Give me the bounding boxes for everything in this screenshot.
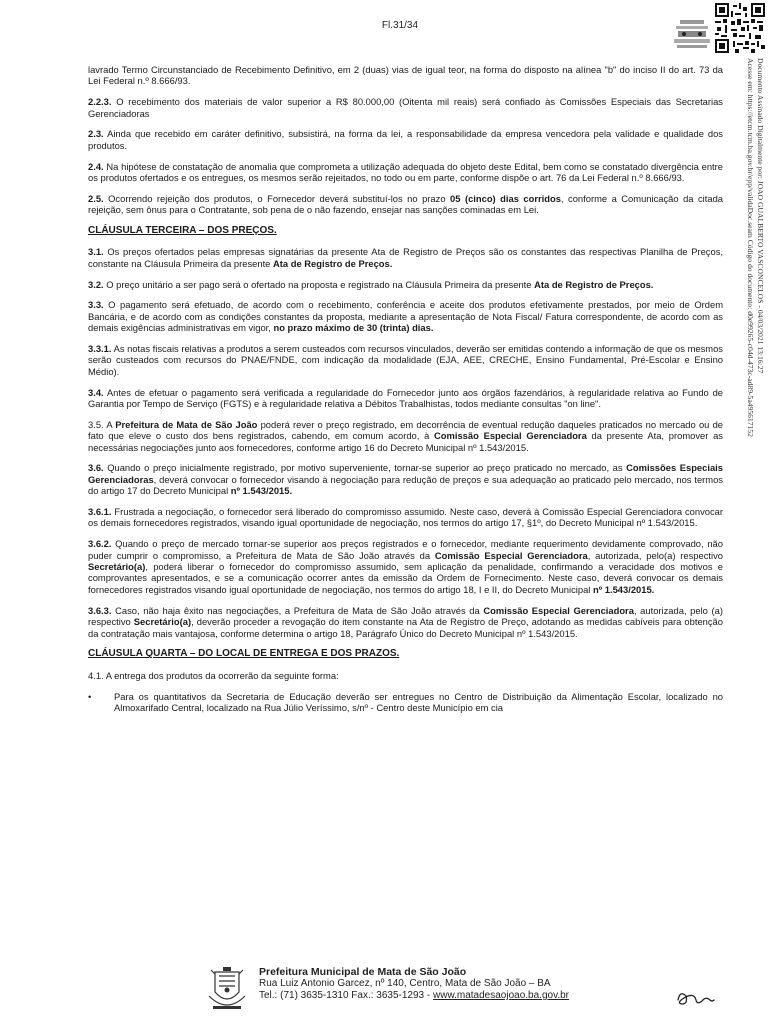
paragraph-text: O pagamento será efetuado, de acordo com o recebimento, conferência e aceite dos produtos efetivamente prestados, por meio de Ordem Bancária, e de acordo com as condições constantes da proposta, mediante a apresentação de Nota Fiscal/ Fatura correspondente, de acordo com as demais exigências administrativas em vigor, <box>88 299 723 334</box>
clause-3-heading: CLÁUSULA TERCEIRA – DOS PREÇOS. <box>88 225 277 237</box>
paragraph-text: Ainda que recebido em caráter definitivo, subsistirá, na forma da lei, a responsabilidade da empresa vencedora pela validade e qualidade dos produtos. <box>88 128 723 151</box>
paragraph-number: 2.2.3. <box>88 96 112 108</box>
paragraph-bold-text: Prefeitura de Mata de São João <box>115 418 258 430</box>
paragraph-bold-text: Comissão Especial Gerenciadora <box>434 549 588 561</box>
paragraph-bold-text: Ata de Registro de Preços. <box>273 257 393 269</box>
paragraph-bold-text: Secretário(a) <box>88 561 146 573</box>
clause-4-heading: CLÁUSULA QUARTA – DO LOCAL DE ENTREGA E DOS PRAZOS. <box>88 648 400 660</box>
paragraph-2-2-continuation: lavrado Termo Circunstanciado de Recebimento Definitivo, em 2 (duas) vias de igual teor, na forma do disposto na alínea "b" do inciso II do art. 73 da Lei Federal n.º 8.666/93. <box>88 64 723 87</box>
paragraph-text: A <box>103 418 116 430</box>
municipal-coat-of-arms-icon <box>205 966 249 1014</box>
paragraph-text: As notas fiscais relativas a produtos a serem custeados com recursos vinculados, deverão ser emitidas contendo a informação de que os mesmos serão custeados com recursos do PNAE/FNDE, com indicação da modalidade (EJA, AEE, CRECHE, Ensino Fundamental, Pré-Escolar e Ensino Médio). <box>88 343 723 377</box>
paragraph-text: , conforme a Comunicação da citada rejeição, sem ônus para o Contratante, sob pena de o não fazendo, ensejar nas sanções cominadas em Lei. <box>88 192 724 216</box>
paragraph-number: 3.3. <box>88 299 104 311</box>
paragraph-3-5 <box>88 419 723 453</box>
paragraph-2-3 <box>88 128 723 151</box>
paragraph-text: Frustrada a negociação, o fornecedor será liberado do compromisso assumido. Neste caso, deverá à Comissão Especial Gerenciadora convocar os demais fornecedores registrados, visando igual oportunidade de negociação, nos termos do artigo 17, §1º, do Decreto Municipal nº 1.543/2015. <box>88 506 723 529</box>
footer-text <box>259 966 569 1002</box>
bullet-point-icon: • <box>88 690 92 702</box>
paragraph-number: 3.3.1. <box>88 343 112 355</box>
footer-title: Prefeitura Municipal de Mata de São João <box>259 966 467 978</box>
footer-phone: Tel.: (71) 3635-1310 Fax.: 3635-1293 - <box>259 990 433 1001</box>
paragraph-number: 3.6.1. <box>88 506 112 518</box>
paragraph-4-1: 4.1. A entrega dos produtos da ocorrerão da seguinte forma: <box>88 669 339 681</box>
qr-code <box>715 3 765 53</box>
paragraph-text: Quando o preço inicialmente registrado, por motivo superveniente, tornar-se superior ao preço praticado no mercado, as <box>103 462 627 474</box>
delivery-bullet-item <box>88 691 723 714</box>
paragraph-text: Ocorrendo rejeição dos produtos, o Fornecedor deverá substituí-los no prazo <box>103 192 451 204</box>
paragraph-text: , autorizada, pelo(a) respectivo <box>587 549 723 561</box>
paragraph-number: 3.6. <box>88 462 104 474</box>
bullet-text: Para os quantitativos da Secretaria de Educação deverão ser entregues no Centro de Distribuição da Alimentação Escolar, localizado no Almoxarifado Central, localizado na Rua Júlio Veríssimo, s/nº - Centro deste Município em cia <box>114 690 723 713</box>
paragraph-text: Antes de efetuar o pagamento será verificada a regularidade do Fornecedor junto aos órgãos fazendários, à regularidade relativa ao Fundo de Garantia por Tempo de Serviço (FGTS) e à regularidade relativa a Débitos Trabalhistas, todos mediante consultas "on line". <box>88 386 723 410</box>
paragraph-bold-text: Comissão Especial Gerenciadora <box>483 604 634 616</box>
paragraph-2-5 <box>88 193 723 216</box>
digital-signature-line-2: Acesse em: https://etcm.tcm.ba.gov.br/epp/validaDoc.seam Código do documento: d0e99265-c04d-473c-ad89-5a495617152 <box>746 58 755 437</box>
paragraph-bold-text: Ata de Registro de Preços. <box>534 278 654 290</box>
paragraph-2-4 <box>88 161 723 184</box>
paragraph-number: 3.5. <box>88 418 104 430</box>
paragraph-number: 2.4. <box>88 160 104 172</box>
paragraph-3-3 <box>88 299 723 333</box>
paragraph-2-2-3 <box>88 96 723 119</box>
paragraph-bold-text: Comissões Especiais Gerenciadoras <box>88 462 723 485</box>
digital-signature-line-1: Documento Assinado Digitalmente por: JOAO GUALBERTO VASCONCELOS - 04/03/2021 13:16:27 <box>756 58 765 374</box>
handwritten-signature <box>672 986 716 1010</box>
paragraph-bold-text: no prazo máximo de 30 (trinta) dias. <box>273 322 434 334</box>
paragraph-text: Caso, não haja êxito nas negociações, a Prefeitura de Mata de São João através da <box>111 604 484 616</box>
paragraph-text: Quando o preço de mercado tornar-se superior aos preços registrados e o fornecedor, mediante requerimento devidamente comprovado, não puder cumprir o compromisso, a Prefeitura de Mata de São João através da <box>88 538 723 561</box>
paragraph-bold-text: 05 (cinco) dias corridos <box>450 192 561 204</box>
paragraph-bold-text: nº 1.543/2015. <box>593 583 655 595</box>
paragraph-text: Os preços ofertados pelas empresas signatárias da presente Ata de Registro de Preços são os constantes das respectivas Planilha de Preços, constante na Cláusula Primeira da presente <box>88 246 723 269</box>
page-footer <box>205 962 735 1018</box>
footer-contact <box>259 990 569 1002</box>
paragraph-number: 2.3. <box>88 128 104 140</box>
paragraph-text: O preço unitário a ser pago será o ofertado na proposta e registrado na Cláusula Primeira da presente <box>103 278 535 290</box>
paragraph-number: 3.1. <box>88 246 104 258</box>
page-number: Fl.31/34 <box>381 20 419 31</box>
paragraph-3-4 <box>88 387 723 410</box>
paragraph-text: , deverão proceder a revogação do item constante na Ata de Registro de Preço, adotando as medidas cabíveis para obtenção da contratação mais vantajosa, conforme determina o artigo 18, Parágrafo Único do Decreto Municipal nº 1.543/2015. <box>88 616 723 639</box>
paragraph-3-6 <box>88 462 723 496</box>
paragraph-3-6-1 <box>88 506 723 529</box>
footer-website-link[interactable]: www.matadesaojoao.ba.gov.br <box>433 990 570 1001</box>
paragraph-bold-text: nº 1.543/2015. <box>230 485 293 497</box>
official-seal-stamp <box>672 18 712 52</box>
document-body <box>88 64 723 713</box>
paragraph-3-3-1 <box>88 343 723 377</box>
paragraph-3-6-3 <box>88 605 723 639</box>
digital-signature-stamp <box>735 58 765 538</box>
paragraph-text: da presente Ata, promover as necessárias negociações junto aos fornecedores, conforme artigo 16 do Decreto Municipal nº 1.543/2015. <box>88 430 723 453</box>
paragraph-bold-text: Secretário(a) <box>133 616 192 628</box>
paragraph-3-2 <box>88 279 723 290</box>
paragraph-text: poderá rever o preço registrado, em decorrência de eventual redução daqueles praticados no mercado ou de fato que eleve o custo dos bens registrados, cabendo, em comum acordo, à <box>88 418 723 442</box>
paragraph-text: , deverá convocar o fornecedor visando à negociação para redução de preços e sua adequação ao praticado pelo mercado, nos termos do artigo 17 do Decreto Municipal <box>88 473 723 497</box>
paragraph-number: 3.4. <box>88 386 104 398</box>
paragraph-3-6-2 <box>88 538 723 595</box>
paragraph-text: Na hipótese de constatação de anomalia que comprometa a utilização adequada do objeto deste Edital, bem como se constatado divergência entre os produtos ofertados e os entregues, os mesmos serão rejeitados, no todo ou em parte, conforme dispõe o art. 76 da Lei Federal n.º 8.666/93. <box>88 160 723 184</box>
paragraph-3-1 <box>88 246 723 269</box>
paragraph-number: 3.6.2. <box>88 538 112 550</box>
paragraph-bold-text: Comissão Especial Gerenciadora <box>434 430 587 442</box>
paragraph-number: 3.2. <box>88 278 104 290</box>
paragraph-text: O recebimento dos materiais de valor superior a R$ 80.000,00 (Oitenta mil reais) será confiado às Comissões Especiais das Secretarias Gerenciadoras <box>88 96 723 119</box>
paragraph-text: , poderá liberar o fornecedor do compromisso assumido, sem aplicação da penalidade, confirmando a veracidade dos motivos e comprovantes apresentados, e se a comunicação ocorrer antes da emissão da Ordem de Fornecimento. Neste caso, deverá convocar os demais fornecedores registrados visando igual oportunidade de negociação, nos termos do artigo 18, I e II, do Decreto Municipal <box>88 561 723 595</box>
paragraph-text: , autorizada, pelo (a) respectivo <box>88 604 723 628</box>
paragraph-number: 2.5. <box>88 192 104 204</box>
footer-address: Rua Luiz Antonio Garcez, nº 140, Centro, Mata de São João – BA <box>259 978 551 989</box>
paragraph-number: 3.6.3. <box>88 604 112 616</box>
